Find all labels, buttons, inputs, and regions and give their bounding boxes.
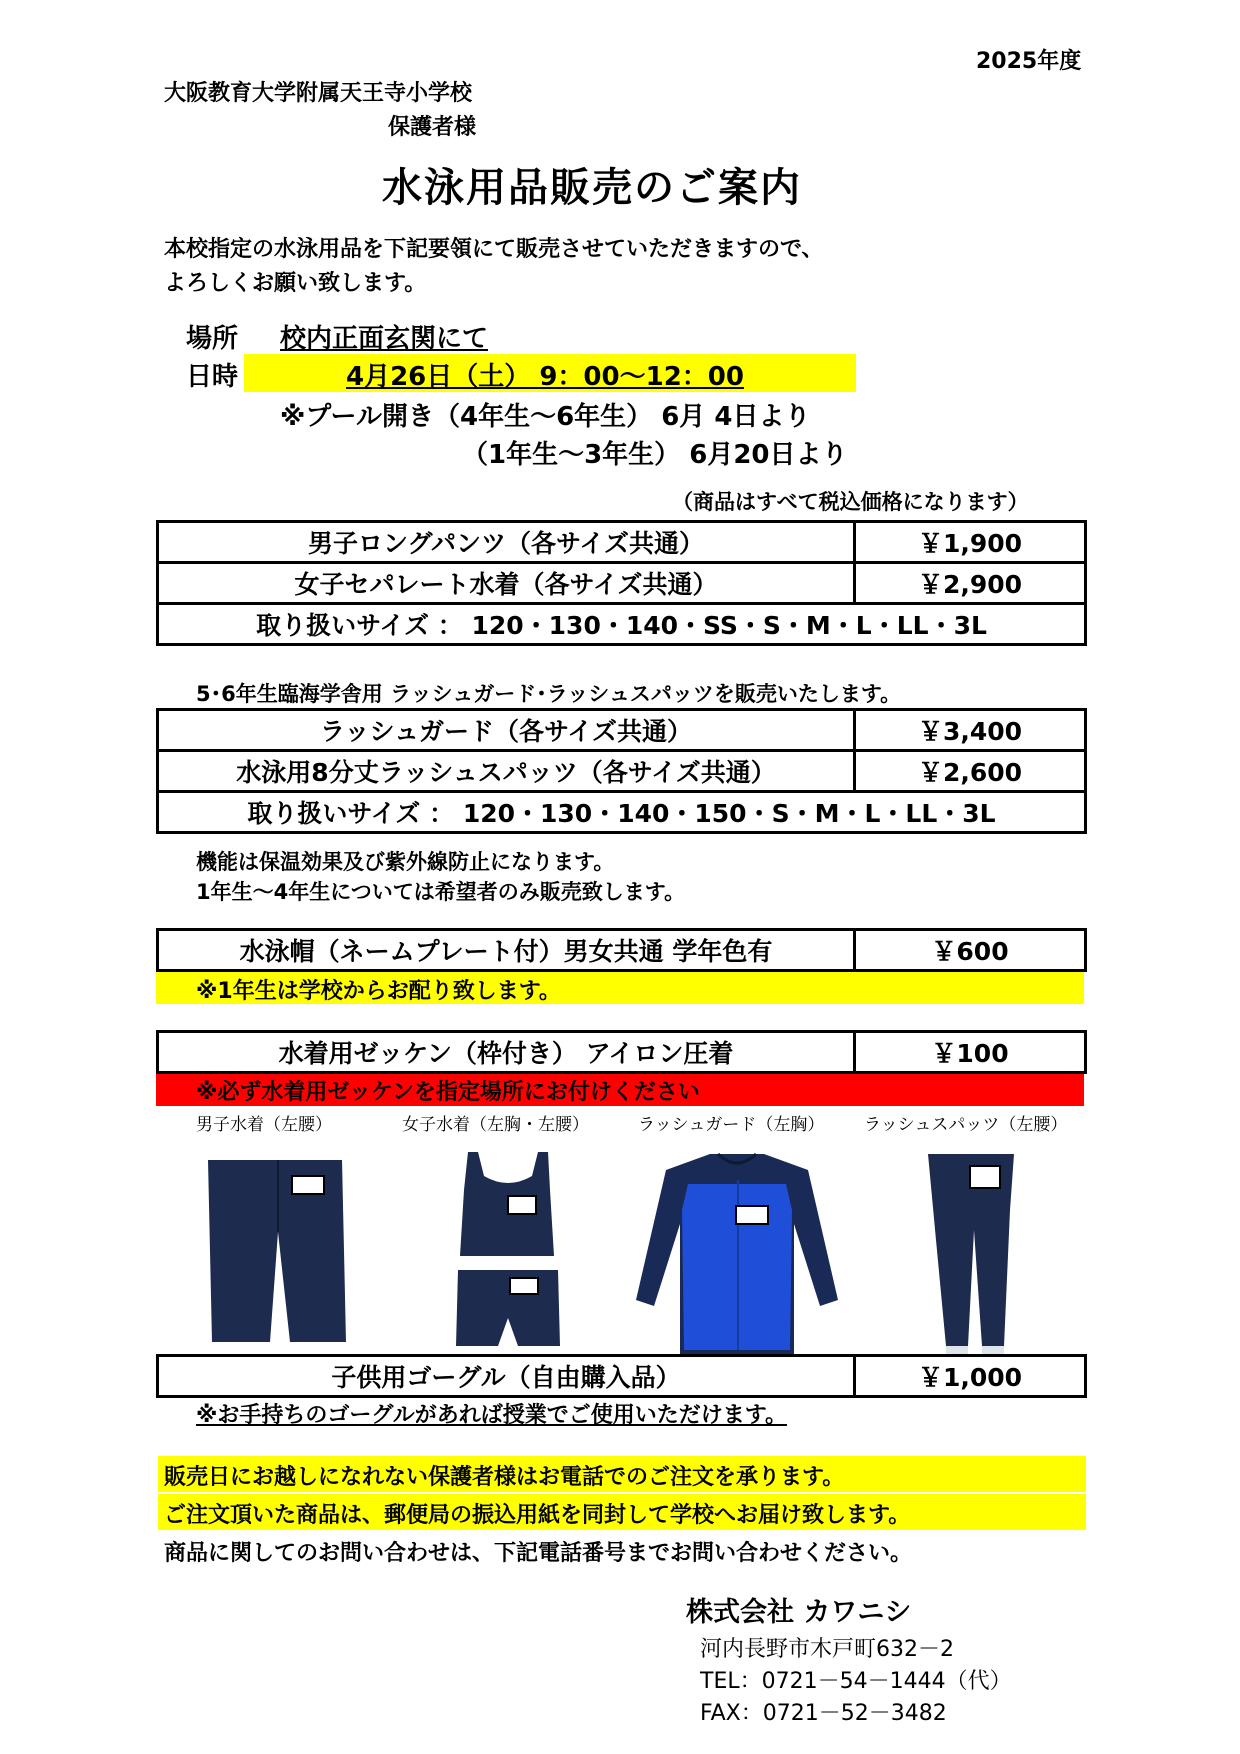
table-row	[158, 563, 1086, 604]
item-name: 水着用ゼッケン（枠付き） アイロン圧着	[158, 1032, 855, 1073]
addressee: 保護者様	[388, 115, 477, 140]
table-row	[158, 710, 1086, 751]
item-price: ￥1,900	[855, 522, 1086, 563]
page-title: 水泳用品販売のご案内	[382, 165, 802, 211]
place-label: 場所	[186, 324, 239, 354]
item-name: 水泳帽（ネームプレート付）男女共通 学年色有	[158, 930, 855, 971]
caption-rashguard: ラッシュガード（左胸）	[638, 1115, 825, 1135]
purchase-note: 1年生～4年生については希望者のみ販売致します。	[196, 880, 686, 904]
item-name: ラッシュガード（各サイズ共通）	[158, 710, 855, 751]
company-tel: TEL：0721－54－1444（代）	[700, 1669, 1012, 1694]
item-price: ￥2,900	[855, 563, 1086, 604]
order-note-1: 販売日にお越しになれない保護者様はお電話でのご注文を承ります。	[164, 1465, 845, 1490]
inquiry-note: 商品に関してのお問い合わせは、下記電話番号までお問い合わせください。	[164, 1541, 913, 1566]
table-row	[158, 604, 1086, 645]
table-row	[158, 792, 1086, 833]
size-range: 取り扱いサイズ ： 120・130・140・150・S・M・L・LL・3L	[158, 792, 1086, 833]
fiscal-year: 2025年度	[976, 49, 1082, 74]
item-price: ￥1,000	[855, 1356, 1086, 1397]
company-name: 株式会社 カワニシ	[686, 1597, 912, 1628]
pool-opening-upper: ※プール開き（4年生～6年生） 6月 4日より	[280, 402, 811, 432]
caption-girls: 女子水着（左胸・左腰）	[402, 1115, 589, 1135]
size-range: 取り扱いサイズ ： 120・130・140・SS・S・M・L・LL・3L	[158, 604, 1086, 645]
date-label: 日時	[186, 362, 239, 392]
rash-guard-photo	[632, 1150, 842, 1362]
zekken-price-table	[156, 1030, 1087, 1074]
boys-swim-pants-photo	[200, 1152, 350, 1352]
rash-spats-photo	[920, 1150, 1020, 1356]
swimwear-price-table	[156, 520, 1087, 646]
item-name: 男子ロングパンツ（各サイズ共通）	[158, 522, 855, 563]
item-name: 子供用ゴーグル（自由購入品）	[158, 1356, 855, 1397]
table-row	[158, 1356, 1086, 1397]
rash-sale-note: 5･6年生臨海学舎用 ラッシュガード･ラッシュスパッツを販売いたします。	[196, 682, 902, 706]
place-value: 校内正面玄関にて	[280, 324, 489, 354]
goggle-note: ※お手持ちのゴーグルがあれば授業でご使用いただけます。	[196, 1403, 787, 1428]
caption-boys: 男子水着（左腰）	[196, 1115, 332, 1135]
item-name: 水泳用8分丈ラッシュスパッツ（各サイズ共通）	[158, 751, 855, 792]
item-price: ￥100	[855, 1032, 1086, 1073]
pool-opening-lower: （1年生～3年生） 6月20日より	[462, 440, 848, 470]
intro-line-2: よろしくお願い致します。	[164, 271, 427, 296]
caption-spats: ラッシュスパッツ（左腰）	[864, 1115, 1068, 1135]
table-row	[158, 930, 1086, 971]
company-address: 河内長野市木戸町632－2	[700, 1637, 954, 1662]
girls-swimsuit-photo	[454, 1150, 562, 1356]
cap-note: ※1年生は学校からお配り致します。	[196, 979, 561, 1004]
order-note-2: ご注文頂いた商品は、郵便局の振込用紙を同封して学校へお届け致します。	[164, 1503, 911, 1528]
cap-price-table	[156, 928, 1087, 972]
zekken-note: ※必ず水着用ゼッケンを指定場所にお付けください	[196, 1080, 700, 1105]
table-row	[158, 522, 1086, 563]
item-price: ￥3,400	[855, 710, 1086, 751]
item-name: 女子セパレート水着（各サイズ共通）	[158, 563, 855, 604]
school-name: 大阪教育大学附属天王寺小学校	[164, 81, 473, 106]
function-note: 機能は保温効果及び紫外線防止になります。	[196, 850, 615, 874]
intro-line-1: 本校指定の水泳用品を下記要領にて販売させていただきますので、	[164, 237, 824, 262]
company-fax: FAX：0721－52－3482	[700, 1701, 947, 1726]
date-value: 4月26日（土） 9：00～12：00	[346, 362, 744, 392]
item-price: ￥2,600	[855, 751, 1086, 792]
rash-price-table	[156, 708, 1087, 834]
table-row	[158, 751, 1086, 792]
goggle-price-table	[156, 1354, 1087, 1398]
tax-note: （商品はすべて税込価格になります）	[672, 490, 1029, 514]
table-row	[158, 1032, 1086, 1073]
item-price: ￥600	[855, 930, 1086, 971]
